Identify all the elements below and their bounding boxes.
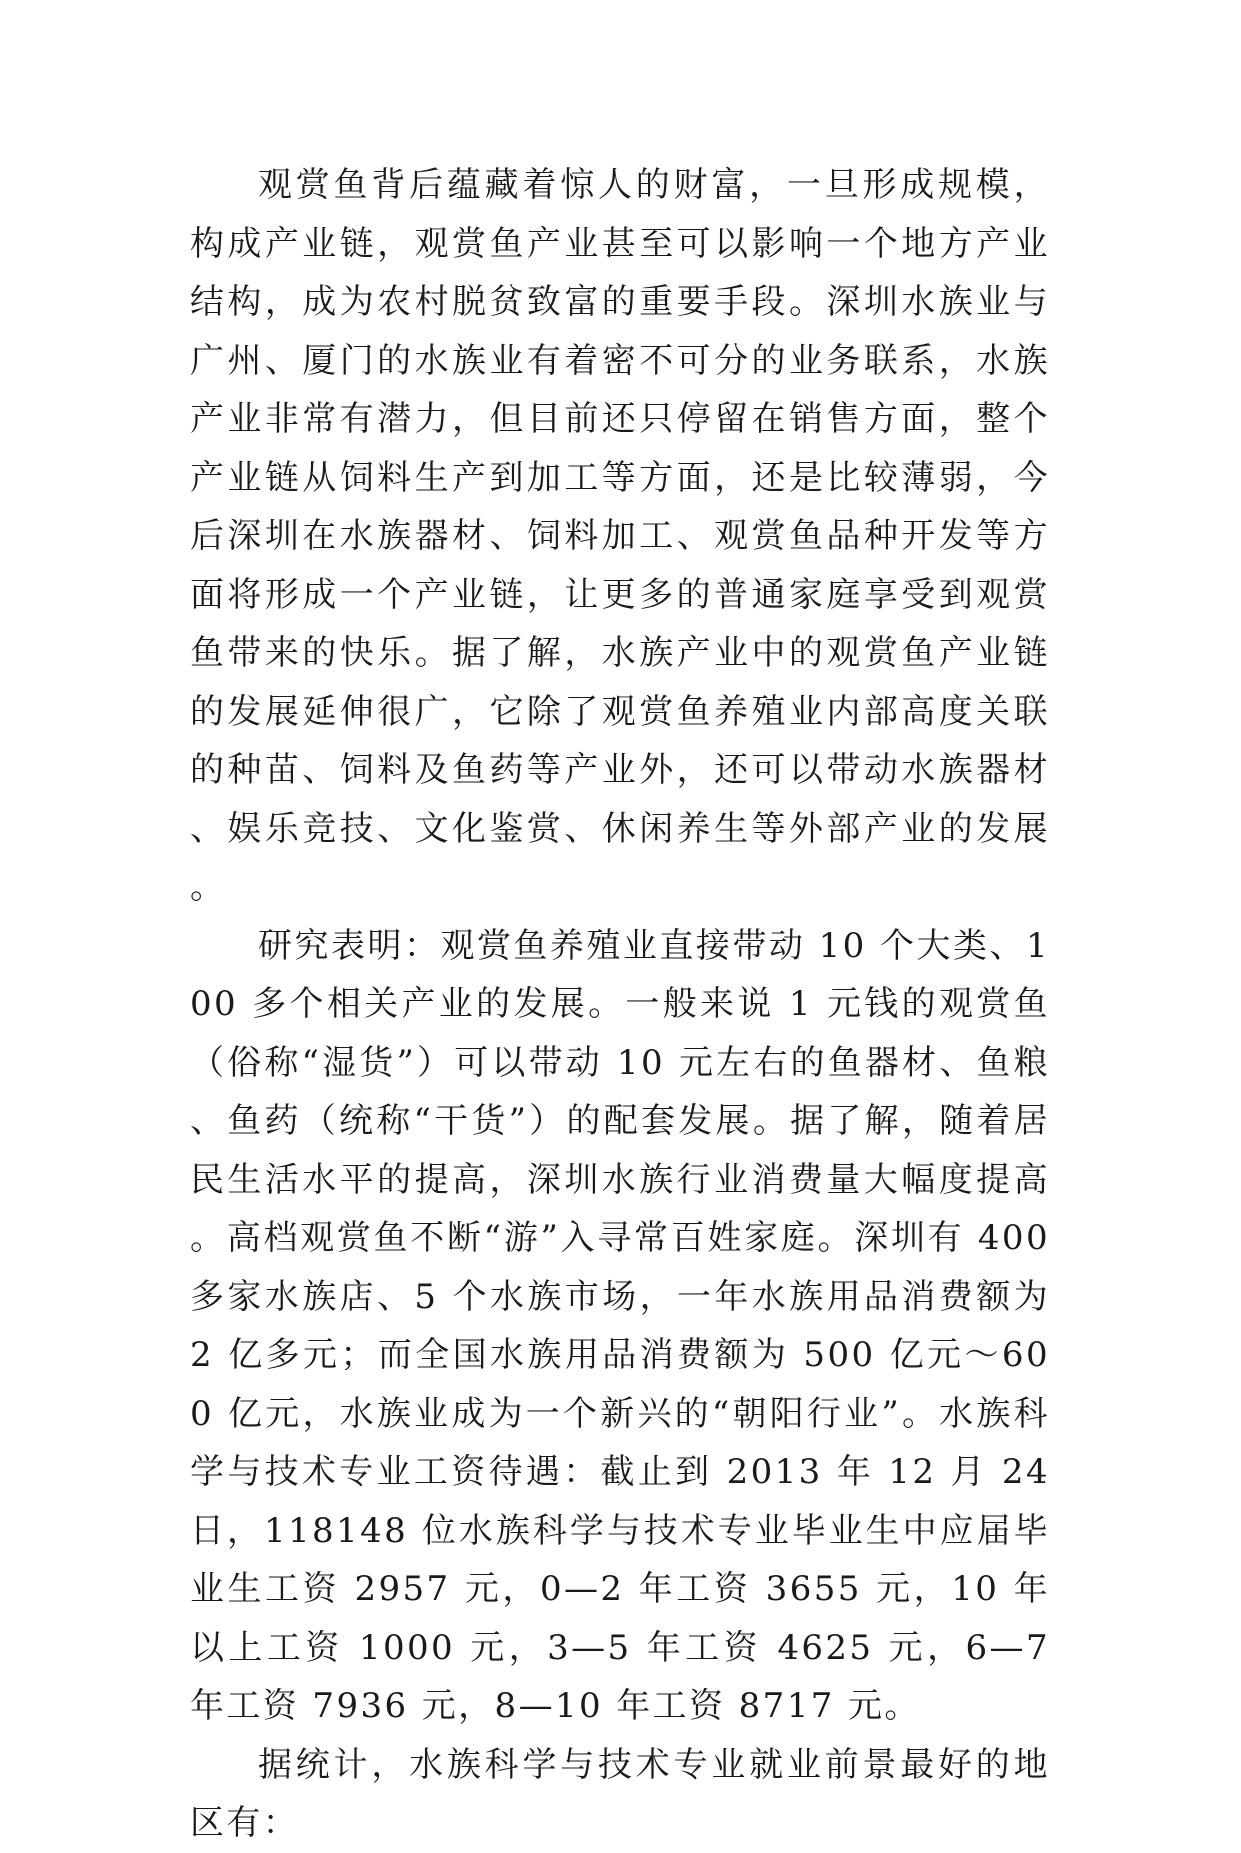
paragraph-statistics-regions: 据统计，水族科学与技术专业就业前景最好的地区有： — [190, 1744, 1050, 1843]
document-body — [190, 156, 1050, 1853]
paragraph-ornamental-fish-industry: 观赏鱼背后蕴藏着惊人的财富，一旦形成规模，构成产业链，观赏鱼产业甚至可以影响一个地方产业结构，成为农村脱贫致富的重要手段。深圳水族业与广州、厦门的水族业有着密不可分的业务联系，水族产业非常有潜力，但目前还只停留在销售方面，整个产业链从饲料生产到加工等方面，还是比较薄弱，今后深圳在水族器材、饲料加工、观赏鱼品种开发等方面将形成一个产业链，让更多的普通家庭享受到观赏鱼带来的快乐。据了解，水族产业中的观赏鱼产业链的发展延伸很广，它除了观赏鱼养殖业内部高度关联的种苗、饲料及鱼药等产业外，还可以带动水族器材、娱乐竞技、文化鉴赏、休闲养生等外部产业的发展。 — [190, 165, 1050, 907]
paragraph-research-and-salary: 研究表明：观赏鱼养殖业直接带动 10 个大类、100 多个相关产业的发展。一般来说 1 元钱的观赏鱼（俗称“湿货”）可以带动 10 元左右的鱼器材、鱼粮、鱼药（统称“干货”）的配套发展。据了解，随着居民生活水平的提高，深圳水族行业消费量大幅度提高。高档观赏鱼不断“游”入寻常百姓家庭。深圳有 400 多家水族店、5 个水族市场，一年水族用品消费额为 2 亿多元；而全国水族用品消费额为 500 亿元～600 亿元，水族业成为一个新兴的“朝阳行业”。水族科学与技术专业工资待遇：截止到 2013 年 12 月 24 日，118148 位水族科学与技术专业毕业生中应届毕业生工资 2957 元，0—2 年工资 3655 元，10 年以上工资 1000 元，3—5 年工资 4625 元，6—7 年工资 7936 元，8—10 年工资 8717 元。 — [190, 925, 1050, 1726]
